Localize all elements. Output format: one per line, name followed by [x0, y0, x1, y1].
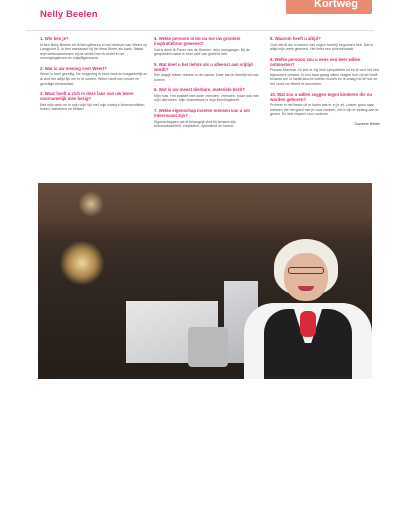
- red-scarf: [300, 311, 316, 337]
- page-title: Nelly Beelen: [40, 9, 98, 20]
- magazine-page: [26, 0, 380, 382]
- question: 9. Welke persoon zou u eens een keer willen ontmoeten?: [270, 56, 361, 67]
- hanging-lamp: [60, 241, 104, 285]
- qa-item: [40, 91, 150, 112]
- glasses: [288, 267, 324, 274]
- question: 6. Wat is uw meest dierbare, materiele bezit?: [154, 87, 246, 93]
- question: 3. Waar heeft u zich in deze fase van uw leven voornamelijk mee bezig?: [40, 91, 134, 102]
- question: 8. Waarom heeft u altijd?: [270, 36, 321, 41]
- qa-item: [270, 36, 380, 52]
- answer: Weert is heel gezellig. De omgeving is heel mooi en toegankelijk en ik vind het altijd fijn om er te wonen. Weert heeft een mooie en gezellige binnenstad.: [40, 72, 148, 86]
- qa-item: [40, 36, 150, 61]
- answer: Probeer in het beste uit te halen wat er in je zit. Luister goed naar mensen die het goed met je voor hebben, het is fijn er belang aan te geven. En heb respect voor ouderen.: [270, 103, 379, 117]
- question: 4. Welke persoon is tot nu toe uw grootste inspiratiebron geweest?: [154, 36, 241, 46]
- chair: [188, 327, 228, 367]
- author-signature: Suzanne Wolter: [354, 121, 380, 126]
- question: 7. Welke eigenschap moeten mensen van u om interessant zijn?: [154, 108, 250, 119]
- column-1: [40, 36, 150, 117]
- question: 1. Wie ben je?: [40, 36, 69, 41]
- question: 10. Wat zou u willen zeggen tegen kinderen die nu worden geboren?: [270, 91, 373, 102]
- answer: Met mijn werk en in mijn vrije tijd met mijn hobby's bloemschikken, koken, wandelen en fietsen.: [40, 102, 146, 112]
- qa-item: [40, 66, 150, 86]
- column-3: [270, 36, 380, 126]
- answer: Mijn huis. Het positief met oude vrienden, vrienden, maar ook met mijn dierbaren. Mijn Jeannieses is mijn lievelingsbezit.: [154, 93, 259, 103]
- answer: Eigenschappen die ik belangrijk vind bij iemand zijn betrouwbaarheid, creativiteit, optimisme en humor.: [154, 119, 236, 129]
- section-tag: Kortweg: [286, 0, 372, 14]
- answer: Een stapje lekker relaxen in de sauna. Daar kan ik heerlijk tot rust komen.: [154, 73, 259, 82]
- qa-item: [270, 57, 380, 87]
- qa-item: [154, 108, 264, 129]
- answer: Ooit heb ik die in wezen van nogen toedrijf begonnen heb. Dat is altijd mijn werk geweest. Het liefst een bloemenzaak.: [270, 42, 373, 52]
- answer: Dat is denk ik Paver van de Hoeven; mijn voorganger. Bij de gesprekken waar ik heel veel van geleerd heb.: [154, 47, 250, 57]
- qa-item: [154, 62, 264, 83]
- face: [284, 253, 328, 301]
- header-divider: [26, 30, 374, 31]
- qa-item: [154, 87, 264, 103]
- question: 2. Wat is uw mening over Weert?: [40, 65, 107, 71]
- qa-item: [270, 92, 380, 117]
- column-2: [154, 36, 264, 134]
- ceiling-lamp: [78, 191, 104, 217]
- answer: Ik ben Nelly Beelen en ik ben geboren in het centrum van Weert op Langpoort 5. Ik ben werkzaam bij de firma Weert als bank. Naast mijn werkzaamheden bij de winkel ben ik actief in het verenigingsleven en vrijwilligerswerk.: [40, 42, 147, 61]
- qa-item: [154, 36, 264, 57]
- smile: [298, 286, 314, 291]
- portrait-photo: [38, 183, 372, 379]
- question: 5. Wat doet u het liefste als u alleenst aan vrijtijd wordt?: [154, 61, 253, 72]
- answer: Prinses Maxima. Ze ziet er mij heel sympathiek uit en ik vind het een bijzondere prinses. Ik zou haar graag willen vragen hoe zij het heeft ervaren om in Nederland te komen wonen en ik vraag me af hoe ze het vond om Weert te bezoeken.: [270, 68, 380, 86]
